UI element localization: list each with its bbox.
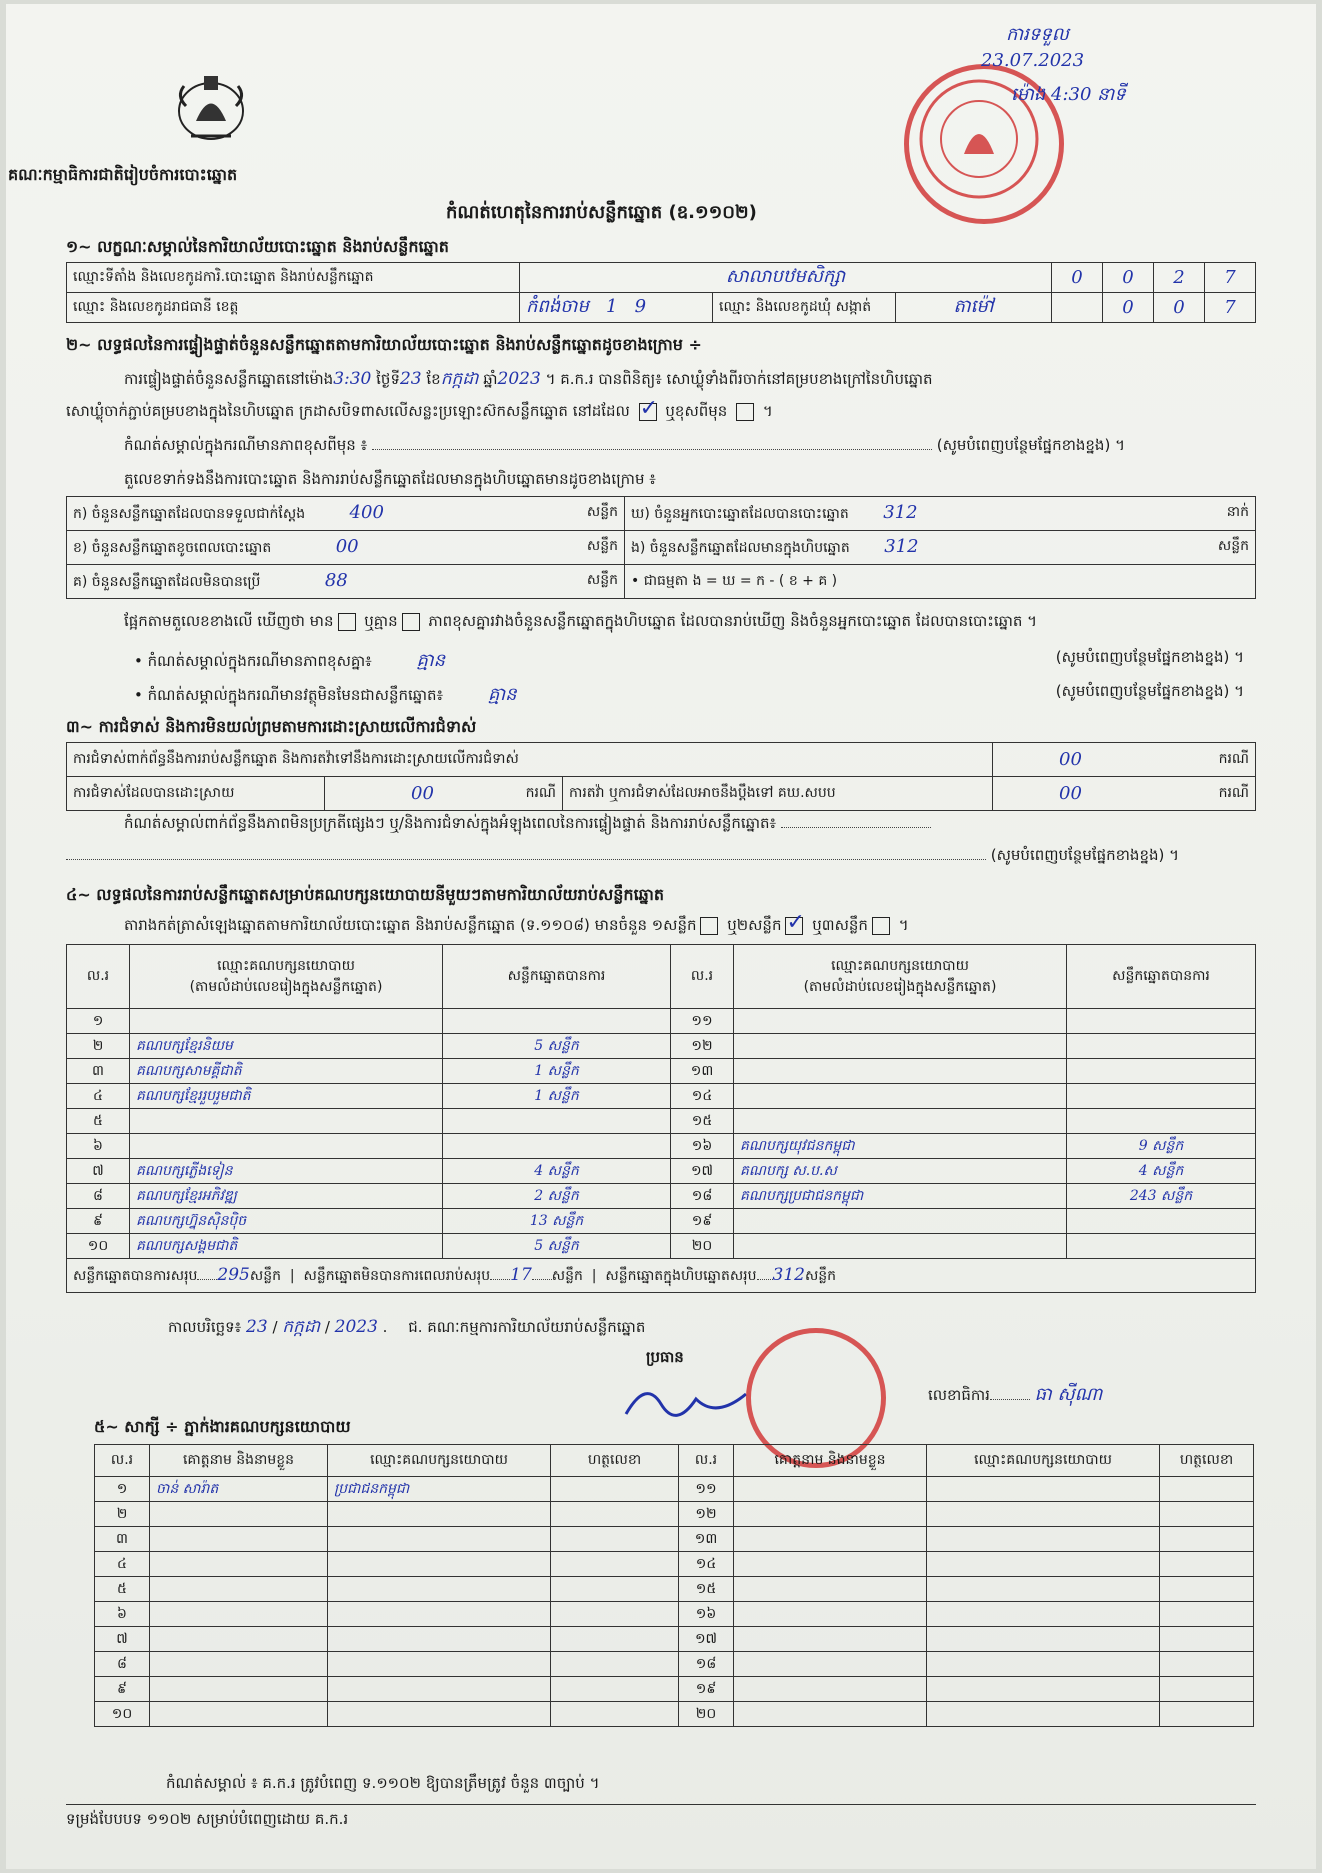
table-row: [95, 1502, 1254, 1527]
row-no: ៦: [95, 1602, 150, 1627]
commune-code-1: 0: [1103, 293, 1154, 323]
row-no: ១៦: [679, 1602, 734, 1627]
location-code-4: 7: [1205, 263, 1256, 293]
agent-party: [927, 1477, 1160, 1502]
form-sheet: [6, 4, 1316, 1869]
form-title: កំណត់ហេតុនៃការរាប់សន្លឹកឆ្នោត (ឧ.១១០២): [446, 202, 757, 223]
agent-signature: [551, 1552, 679, 1577]
table-row: [67, 1084, 1256, 1109]
commune-code-2: 0: [1154, 293, 1205, 323]
table-row: [95, 1552, 1254, 1577]
row-no: ៣: [95, 1527, 150, 1552]
vote-count: [1067, 1034, 1256, 1059]
party-name: គណបក្សយុវជនកម្ពុជា: [734, 1134, 1067, 1159]
section4-heading: ៤~ លទ្ធផលនៃការរាប់សន្លឹកឆ្នោតសម្រាប់គណបក្សនយោបាយនីមួយៗតាមការិយាល័យរាប់សន្លឹកឆ្នោត: [66, 885, 665, 904]
agent-name: [150, 1652, 328, 1677]
row-no: ៩: [67, 1209, 130, 1234]
table-row: [95, 1677, 1254, 1702]
row-no: ៥: [67, 1109, 130, 1134]
party-name: [734, 1059, 1067, 1084]
col-votes: សន្លឹកឆ្នោតបានការ: [443, 945, 671, 1009]
section2-para2: សោឃ្លុំចាក់ភ្ជាប់គម្របខាងក្នុងនៃហិបឆ្នោត ក្រដាសបិទពាសលើសន្លះប្រឡោះស៊កសន្លឹកឆ្នោត នៅដដែល ✓ ឬខុសពីមុន ។: [66, 402, 1256, 424]
agent-name: [734, 1677, 927, 1702]
vote-count: 5 សន្លឹក: [443, 1234, 671, 1259]
row-no: ១៧: [679, 1627, 734, 1652]
agent-signature: [1160, 1527, 1254, 1552]
party-name: [734, 1109, 1067, 1134]
agent-name: [150, 1627, 328, 1652]
agent-party: [927, 1677, 1160, 1702]
agent-signature: [551, 1702, 679, 1727]
president-signature: [616, 1374, 756, 1430]
national-emblem: [166, 66, 256, 146]
agent-name: [734, 1527, 927, 1552]
row-no: ១១: [671, 1009, 734, 1034]
agent-name: [150, 1502, 328, 1527]
agent-name: [150, 1677, 328, 1702]
col-votes: សន្លឹកឆ្នោតបានការ: [1067, 945, 1256, 1009]
row-no: ១០: [67, 1234, 130, 1259]
agent-party: [328, 1502, 551, 1527]
commune-value: តាម៉ៅ: [896, 293, 1052, 323]
party-name: គណបក្សខ្មែរអភិវឌ្ឍ: [130, 1184, 443, 1209]
section2-para3: កំណត់សម្គាល់ក្នុងករណីមានភាពខុសពីមុន ៖ (សូមបំពេញបន្ថែមផ្នែកខាងខ្នង) ។: [124, 436, 1125, 454]
sheet1-checkbox[interactable]: [700, 917, 718, 935]
secretary-label: លេខាធិការ ធា ស៊ីណា: [928, 1384, 1103, 1405]
party-name: គណបក្សប្រជាជនកម្ពុជា: [734, 1184, 1067, 1209]
section5-heading: ៥~ សាក្សី ÷ ភ្នាក់ងារគណបក្សនយោបាយ: [94, 1417, 351, 1436]
row-no: ១៧: [671, 1159, 734, 1184]
col-no: ល.រ: [95, 1445, 150, 1477]
row-no: ២: [67, 1034, 130, 1059]
section3-note: (សូមបំពេញបន្ថែមផ្នែកខាងខ្នង) ។: [66, 846, 1256, 868]
row-no: ៣: [67, 1059, 130, 1084]
witness-table: [94, 1444, 1254, 1727]
agent-party: [328, 1527, 551, 1552]
vote-count: [1067, 1234, 1256, 1259]
appeal-label: ការតវ៉ា ឬការជំទាស់ដែលអាចនឹងប្ដឹងទៅ គឃ.សបប: [563, 777, 993, 811]
party-name: គណបក្សភ្លើងទៀន: [130, 1159, 443, 1184]
agent-signature: [551, 1602, 679, 1627]
vote-count: 1 សន្លឹក: [443, 1084, 671, 1109]
agent-name: [734, 1702, 927, 1727]
agent-name: [150, 1577, 328, 1602]
agent-name: [734, 1577, 927, 1602]
section2-para4: តួលេខទាក់ទងនឹងការបោះឆ្នោត និងការរាប់សន្លឹកឆ្នោតដែលមានក្នុងហិបឆ្នោតមានដូចខាងក្រោម ៖: [124, 470, 656, 488]
row-no: ១២: [679, 1502, 734, 1527]
totals-row: សន្លឹកឆ្នោតបានការសរុប 295សន្លឹក | សន្លឹកឆ្នោតមិនបានការពេលរាប់សរុប 17 សន្លឹក | សន្លឹកឆ្នោតក្នុងហិបឆ្នោតសរុប 312សន្លឹក: [67, 1259, 1256, 1293]
row-no: ១: [67, 1009, 130, 1034]
discrepancy-yes-checkbox[interactable]: [338, 613, 356, 631]
ballot-row: ក) ចំនួនសន្លឹកឆ្នោតដែលបានទទួលជាក់ស្តែង 400 សន្លឹក ឃ) ចំនួនអ្នកបោះឆ្នោតដែលបានបោះឆ្នោត 312 នាក់: [67, 497, 1256, 531]
sheet2-checkbox[interactable]: [785, 917, 803, 935]
party-name: [734, 1234, 1067, 1259]
agent-signature: [1160, 1602, 1254, 1627]
vote-count: 2 សន្លឹក: [443, 1184, 671, 1209]
agent-signature: [551, 1627, 679, 1652]
authority-name: គណៈកម្មាធិការជាតិរៀបចំការបោះឆ្នោត: [8, 165, 238, 184]
vote-count: [1067, 1009, 1256, 1034]
party-name: គណបក្សខ្មែរនិយម: [130, 1034, 443, 1059]
agent-signature: [1160, 1552, 1254, 1577]
table-row: [67, 1184, 1256, 1209]
agent-signature: [551, 1527, 679, 1552]
agent-signature: [551, 1502, 679, 1527]
vote-count: [1067, 1209, 1256, 1234]
section1-heading: ១~ លក្ខណៈសម្គាល់នៃការិយាល័យបោះឆ្នោត និងរាប់សន្លឹកឆ្នោត: [66, 237, 449, 256]
date-line: កាលបរិច្ឆេទ៖ 23 / កក្កដា / 2023 . ជ. គណៈកម្មការការិយាល័យរាប់សន្លឹកឆ្នោត: [168, 1317, 646, 1337]
row-no: ៨: [95, 1652, 150, 1677]
section2-heading: ២~ លទ្ធផលនៃការផ្ទៀងផ្ទាត់ចំនួនសន្លឹកឆ្នោតតាមការិយាល័យបោះឆ្នោត និងរាប់សន្លឹកឆ្នោតដូចខាងក្រោម ÷: [66, 335, 702, 354]
party-name: [130, 1134, 443, 1159]
section4-para: តារាងកត់ត្រាសំឡេងឆ្នោតតាមការិយាល័យបោះឆ្នោត និងរាប់សន្លឹកឆ្នោត (ទ.១១០៨) មានចំនួន ១សន្លឹក ឬ២សន្លឹក✓ ឬ៣សន្លឹក ។: [124, 916, 1264, 938]
row-no: ១៦: [671, 1134, 734, 1159]
agent-signature: [551, 1577, 679, 1602]
agent-party: [927, 1702, 1160, 1727]
col-party: ឈ្មោះគណបក្សនយោបាយ: [328, 1445, 551, 1477]
agent-name: [150, 1552, 328, 1577]
row-no: ១៤: [671, 1084, 734, 1109]
ballot-row: គ) ចំនួនសន្លឹកឆ្នោតដែលមិនបានប្រើ 88 សន្លឹក • ជាធម្មតា ង = ឃ = ក - ( ខ + គ ): [67, 565, 1256, 599]
agent-name: [150, 1602, 328, 1627]
col-name: គោត្តនាម និងនាមខ្លួន: [150, 1445, 328, 1477]
vote-count: [1067, 1059, 1256, 1084]
vote-count: 243 សន្លឹក: [1067, 1184, 1256, 1209]
row-no: ១៥: [679, 1577, 734, 1602]
agent-party: ប្រជាជនកម្ពុជា: [328, 1477, 551, 1502]
receipt-annotation-3: ម៉ោង 4:30 នាទី: [1011, 84, 1126, 105]
table-row: [95, 1627, 1254, 1652]
row-no: ១៨: [679, 1652, 734, 1677]
agent-party: [927, 1502, 1160, 1527]
row-no: ២: [95, 1502, 150, 1527]
row-no: ១៨: [671, 1184, 734, 1209]
vote-count: 1 សន្លឹក: [443, 1059, 671, 1084]
footer-divider: [66, 1804, 1256, 1805]
row-no: ១០: [95, 1702, 150, 1727]
commune-code-3: 7: [1205, 293, 1256, 323]
row-no: ៤: [67, 1084, 130, 1109]
agent-signature: [551, 1477, 679, 1502]
receipt-annotation-2: 23.07.2023: [981, 50, 1085, 71]
table-row: [67, 1059, 1256, 1084]
row-no: ១: [95, 1477, 150, 1502]
agent-signature: [551, 1677, 679, 1702]
vote-count: [443, 1109, 671, 1134]
location-value: សាលាបឋមសិក្សា: [520, 263, 1052, 293]
row-no: ១៩: [679, 1677, 734, 1702]
agent-party: [927, 1602, 1160, 1627]
location-code-1: 0: [1052, 263, 1103, 293]
row-no: ៩: [95, 1677, 150, 1702]
section3-para: កំណត់សម្គាល់ពាក់ព័ន្ធនឹងភាពមិនប្រក្រតីផ្សេងៗ ឬ/និងការជំទាស់ក្នុងអំឡុងពេលនៃការផ្ទៀងផ្ទាត់ និងការរាប់សន្លឹកឆ្នោត៖: [124, 814, 1264, 836]
vote-count: [443, 1009, 671, 1034]
agent-party: [328, 1552, 551, 1577]
agent-signature: [1160, 1477, 1254, 1502]
row-no: ១៣: [679, 1527, 734, 1552]
party-name: គណបក្សហ្វ៊ុនស៊ិនប៉ិច: [130, 1209, 443, 1234]
agent-signature: [1160, 1502, 1254, 1527]
objection-label: ការជំទាស់ពាក់ព័ន្ធនឹងការរាប់សន្លឹកឆ្នោត និងការតវ៉ាទៅនឹងការដោះស្រាយលើការជំទាស់: [67, 743, 993, 777]
agent-name: [150, 1702, 328, 1727]
location-code-2: 0: [1103, 263, 1154, 293]
agent-name: [734, 1552, 927, 1577]
row-no: ៦: [67, 1134, 130, 1159]
resolved-label: ការជំទាស់ដែលបានដោះស្រាយ: [67, 777, 325, 811]
agent-name: [734, 1477, 927, 1502]
ballot-row: ខ) ចំនួនសន្លឹកឆ្នោតខូចពេលបោះឆ្នោត 00 សន្លឹក ង) ចំនួនសន្លឹកឆ្នោតដែលមានក្នុងហិបឆ្នោត 312 សន្លឹក: [67, 531, 1256, 565]
vote-count: 4 សន្លឹក: [1067, 1159, 1256, 1184]
table-row: [67, 1009, 1256, 1034]
col-name: គោត្តនាម និងនាមខ្លួន: [734, 1445, 927, 1477]
section2-note2: • កំណត់សម្គាល់ក្នុងករណីមានវត្ថុមិនមែនជាសន្លឹកឆ្នោត៖ គ្មាន (សូមបំពេញបន្ថែមផ្នែកខាងខ្នង) ។: [134, 682, 1244, 705]
row-no: ៤: [95, 1552, 150, 1577]
row-no: ៧: [67, 1159, 130, 1184]
col-party: ឈ្មោះគណបក្សនយោបាយ (តាមលំដាប់លេខរៀងក្នុងសន្លឹកឆ្នោត): [734, 945, 1067, 1009]
footer-note: កំណត់សម្គាល់ ៖ គ.ក.រ ត្រូវបំពេញ ទ.១១០២ ឱ្យបានត្រឹមត្រូវ ចំនួន ៣ច្បាប់ ។: [166, 1774, 600, 1792]
commune-label: ឈ្មោះ និងលេខកូដឃុំ សង្កាត់: [713, 293, 896, 323]
section1-table: [66, 262, 1256, 323]
agent-party: [927, 1652, 1160, 1677]
col-party: ឈ្មោះគណបក្សនយោបាយ: [927, 1445, 1160, 1477]
party-name: [734, 1209, 1067, 1234]
results-table: [66, 944, 1256, 1293]
agent-signature: [1160, 1652, 1254, 1677]
agent-name: ចាន់ សារ៉ាត: [150, 1477, 328, 1502]
table-row: [67, 1209, 1256, 1234]
row-no: ៧: [95, 1627, 150, 1652]
agent-party: [328, 1602, 551, 1627]
agent-signature: [551, 1652, 679, 1677]
changed-checkbox[interactable]: [736, 403, 754, 421]
agent-signature: [1160, 1627, 1254, 1652]
table-row: [95, 1602, 1254, 1627]
vote-count: 13 សន្លឹក: [443, 1209, 671, 1234]
party-name: [734, 1034, 1067, 1059]
discrepancy-no-checkbox[interactable]: [402, 613, 420, 631]
col-no: ល.រ: [679, 1445, 734, 1477]
col-signature: ហត្ថលេខា: [551, 1445, 679, 1477]
vote-count: [443, 1134, 671, 1159]
row-no: ១១: [679, 1477, 734, 1502]
section2-para1: ការផ្ទៀងផ្ទាត់ចំនួនសន្លឹកឆ្នោតនៅម៉ោង3:30 ថ្ងៃទី23 ខែកក្កដា ឆ្នាំ2023 ។ គ.ក.រ បានពិនិត្យ៖ សោឃ្លុំទាំងពីរចាក់នៅគម្របខាងក្រៅនៃហិបឆ្នោត: [124, 369, 933, 389]
sheet3-checkbox[interactable]: [872, 917, 890, 935]
party-name: គណបក្សខ្មែររួបរួមជាតិ: [130, 1084, 443, 1109]
president-label: ប្រធាន: [646, 1348, 684, 1366]
row-no: ៥: [95, 1577, 150, 1602]
section3-heading: ៣~ ការជំទាស់ និងការមិនយល់ព្រមតាមការដោះស្រាយលើការជំទាស់: [66, 717, 477, 736]
agent-party: [927, 1627, 1160, 1652]
row-no: ២០: [671, 1234, 734, 1259]
form-reference: ទម្រង់បែបបទ ១១០២ សម្រាប់បំពេញដោយ គ.ក.រ: [66, 1810, 349, 1828]
party-name: [130, 1109, 443, 1134]
agent-party: [328, 1652, 551, 1677]
province-label: ឈ្មោះ និងលេខកូដរាជធានី ខេត្ត: [67, 293, 520, 323]
agent-name: [734, 1502, 927, 1527]
agent-signature: [1160, 1577, 1254, 1602]
row-no: ២០: [679, 1702, 734, 1727]
row-no: ១៤: [679, 1552, 734, 1577]
unchanged-checkbox[interactable]: [639, 403, 657, 421]
location-label: ឈ្មោះទីតាំង និងលេខកូដការិ.បោះឆ្នោត និងរាប់សន្លឹកឆ្នោត: [67, 263, 520, 293]
agent-party: [927, 1527, 1160, 1552]
row-no: ៨: [67, 1184, 130, 1209]
table-row: [95, 1702, 1254, 1727]
vote-count: [1067, 1109, 1256, 1134]
table-row: [67, 1109, 1256, 1134]
table-row: [67, 1159, 1256, 1184]
table-row: [67, 1034, 1256, 1059]
table-row: [67, 1234, 1256, 1259]
agent-party: [328, 1627, 551, 1652]
table-row: [95, 1527, 1254, 1552]
agent-name: [734, 1652, 927, 1677]
section2-para5: ផ្អែកតាមតួលេខខាងលើ ឃើញថា មាន ឬគ្មាន ភាពខុសគ្នារវាងចំនួនសន្លឹកឆ្នោតក្នុងហិបឆ្នោត ដែលបានរាប់ឃើញ និងចំនួនអ្នកបោះឆ្នោត ដែលបានបោះឆ្នោត ។: [124, 612, 1038, 630]
row-no: ១៣: [671, 1059, 734, 1084]
row-no: ១៩: [671, 1209, 734, 1234]
ballot-count-table: [66, 496, 1256, 599]
agent-name: [734, 1627, 927, 1652]
vote-count: [1067, 1084, 1256, 1109]
location-code-3: 2: [1154, 263, 1205, 293]
party-name: [130, 1009, 443, 1034]
agent-party: [328, 1577, 551, 1602]
table-row: [95, 1652, 1254, 1677]
col-no: ល.រ: [67, 945, 130, 1009]
party-name: [734, 1009, 1067, 1034]
agent-party: [328, 1702, 551, 1727]
receipt-annotation-1: ការទទួល: [1006, 24, 1069, 45]
col-signature: ហត្ថលេខា: [1160, 1445, 1254, 1477]
vote-count: 4 សន្លឹក: [443, 1159, 671, 1184]
table-row: [67, 1134, 1256, 1159]
vote-count: 9 សន្លឹក: [1067, 1134, 1256, 1159]
party-name: [734, 1084, 1067, 1109]
table-row: [95, 1577, 1254, 1602]
col-no: ល.រ: [671, 945, 734, 1009]
objection-table: ការជំទាស់ពាក់ព័ន្ធនឹងការរាប់សន្លឹកឆ្នោត និងការតវ៉ាទៅនឹងការដោះស្រាយលើការជំទាស់ 00 ករណី ការជំទាស់ដែលបានដោះស្រាយ 00 ករណី ការតវ៉ា ឬការជំទាស់ដែលអាចនឹងប្ដឹងទៅ គឃ.សបប 00 ករណី: [66, 742, 1256, 811]
party-name: គណបក្សសង្គមជាតិ: [130, 1234, 443, 1259]
agent-signature: [1160, 1677, 1254, 1702]
party-name: គណបក្ស ស.ប.ស: [734, 1159, 1067, 1184]
section2-note1: • កំណត់សម្គាល់ក្នុងករណីមានភាពខុសគ្នា៖ គ្មាន (សូមបំពេញបន្ថែមផ្នែកខាងខ្នង) ។: [134, 648, 1244, 671]
agent-party: [927, 1552, 1160, 1577]
agent-name: [150, 1527, 328, 1552]
col-party: ឈ្មោះគណបក្សនយោបាយ (តាមលំដាប់លេខរៀងក្នុងសន្លឹកឆ្នោត): [130, 945, 443, 1009]
party-name: គណបក្សសាមគ្គីជាតិ: [130, 1059, 443, 1084]
table-row: [95, 1477, 1254, 1502]
row-no: ១៥: [671, 1109, 734, 1134]
row-no: ១២: [671, 1034, 734, 1059]
agent-party: [927, 1577, 1160, 1602]
province-value: កំពង់ចាម 1 9: [520, 293, 713, 323]
agent-signature: [1160, 1702, 1254, 1727]
agent-party: [328, 1677, 551, 1702]
vote-count: 5 សន្លឹក: [443, 1034, 671, 1059]
agent-name: [734, 1602, 927, 1627]
